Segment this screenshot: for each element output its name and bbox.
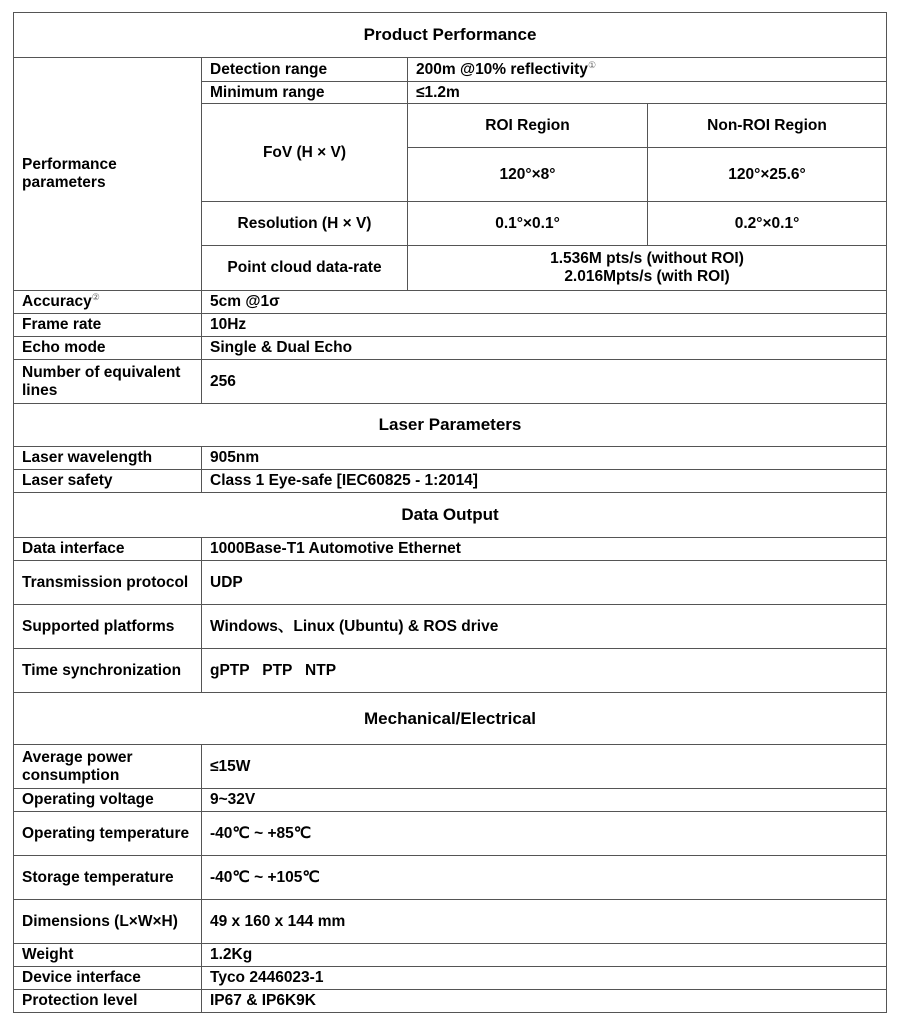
- table-row: [14, 291, 887, 314]
- table-row: [14, 812, 887, 856]
- row-value: Single & Dual Echo: [202, 337, 887, 360]
- table-row: [14, 360, 887, 404]
- section-header-row: [14, 13, 887, 58]
- section-laser-parameters: Laser Parameters: [14, 404, 887, 447]
- footnote-2-mark: ②: [91, 291, 100, 302]
- table-row: [14, 447, 887, 470]
- performance-parameters-label: Performance parameters: [14, 58, 202, 291]
- section-header-row: [14, 693, 887, 745]
- row-value: 1.2Kg: [202, 944, 887, 967]
- row-label: Operating voltage: [14, 789, 202, 812]
- table-row: [14, 649, 887, 693]
- section-header-row: [14, 404, 887, 447]
- row-value: 256: [202, 360, 887, 404]
- table-row: [14, 900, 887, 944]
- section-product-performance: Product Performance: [14, 13, 887, 58]
- section-data-output: Data Output: [14, 493, 887, 538]
- row-value: gPTP PTP NTP: [202, 649, 887, 693]
- row-value: IP67 & IP6K9K: [202, 990, 887, 1013]
- accuracy-value: 5cm @1σ: [202, 291, 887, 314]
- row-label: Echo mode: [14, 337, 202, 360]
- row-value: 1000Base-T1 Automotive Ethernet: [202, 538, 887, 561]
- table-row: [14, 745, 887, 789]
- section-mechanical-electrical: Mechanical/Electrical: [14, 693, 887, 745]
- table-row: [14, 605, 887, 649]
- fov-roi-value: 120°×8°: [408, 148, 648, 202]
- row-label: Operating temperature: [14, 812, 202, 856]
- point-cloud-line-2: 2.016Mpts/s (with ROI): [564, 268, 730, 285]
- minimum-range-value: ≤1.2m: [408, 82, 887, 104]
- table-row: [14, 314, 887, 337]
- spec-table: [13, 12, 887, 1013]
- row-value: Windows、Linux (Ubuntu) & ROS drive: [202, 605, 887, 649]
- detection-range-value: [408, 58, 887, 82]
- resolution-roi-value: 0.1°×0.1°: [408, 202, 648, 246]
- point-cloud-label: Point cloud data-rate: [202, 246, 408, 291]
- row-label: Weight: [14, 944, 202, 967]
- table-row: [14, 58, 887, 82]
- point-cloud-line-1: 1.536M pts/s (without ROI): [550, 250, 744, 267]
- row-value: 49 x 160 x 144 mm: [202, 900, 887, 944]
- row-label: Supported platforms: [14, 605, 202, 649]
- row-label: Number of equivalent lines: [14, 360, 202, 404]
- table-row: [14, 337, 887, 360]
- row-value: 9~32V: [202, 789, 887, 812]
- row-label: Protection level: [14, 990, 202, 1013]
- row-label: Device interface: [14, 967, 202, 990]
- row-value: 10Hz: [202, 314, 887, 337]
- footnote-1-mark: ①: [587, 59, 597, 70]
- accuracy-label: [14, 291, 202, 314]
- accuracy-label-text: Accuracy: [22, 293, 92, 310]
- row-label: Transmission protocol: [14, 561, 202, 605]
- row-label: Storage temperature: [14, 856, 202, 900]
- table-row: [14, 944, 887, 967]
- non-roi-region-header: Non-ROI Region: [648, 104, 887, 148]
- minimum-range-label: Minimum range: [202, 82, 408, 104]
- point-cloud-value: [408, 246, 887, 291]
- row-label: Data interface: [14, 538, 202, 561]
- row-value: UDP: [202, 561, 887, 605]
- row-value: -40℃ ~ +85℃: [202, 812, 887, 856]
- roi-region-header: ROI Region: [408, 104, 648, 148]
- detection-range-text: 200m @10% reflectivity: [416, 60, 588, 78]
- row-value: 905nm: [202, 447, 887, 470]
- row-label: Dimensions (L×W×H): [14, 900, 202, 944]
- table-row: [14, 470, 887, 493]
- row-label: Frame rate: [14, 314, 202, 337]
- row-label: Average power consumption: [14, 745, 202, 789]
- table-row: [14, 856, 887, 900]
- row-value: Class 1 Eye-safe [IEC60825 - 1:2014]: [202, 470, 887, 493]
- resolution-non-roi-value: 0.2°×0.1°: [648, 202, 887, 246]
- fov-non-roi-value: 120°×25.6°: [648, 148, 887, 202]
- resolution-label: Resolution (H × V): [202, 202, 408, 246]
- row-label: Laser safety: [14, 470, 202, 493]
- table-row: [14, 990, 887, 1013]
- row-value: -40℃ ~ +105℃: [202, 856, 887, 900]
- table-row: [14, 789, 887, 812]
- section-header-row: [14, 493, 887, 538]
- table-row: [14, 561, 887, 605]
- row-label: Time synchronization: [14, 649, 202, 693]
- fov-label: FoV (H × V): [202, 104, 408, 202]
- row-label: Laser wavelength: [14, 447, 202, 470]
- row-value: Tyco 2446023-1: [202, 967, 887, 990]
- row-value: ≤15W: [202, 745, 887, 789]
- table-row: [14, 538, 887, 561]
- detection-range-label: Detection range: [202, 58, 408, 82]
- table-row: [14, 967, 887, 990]
